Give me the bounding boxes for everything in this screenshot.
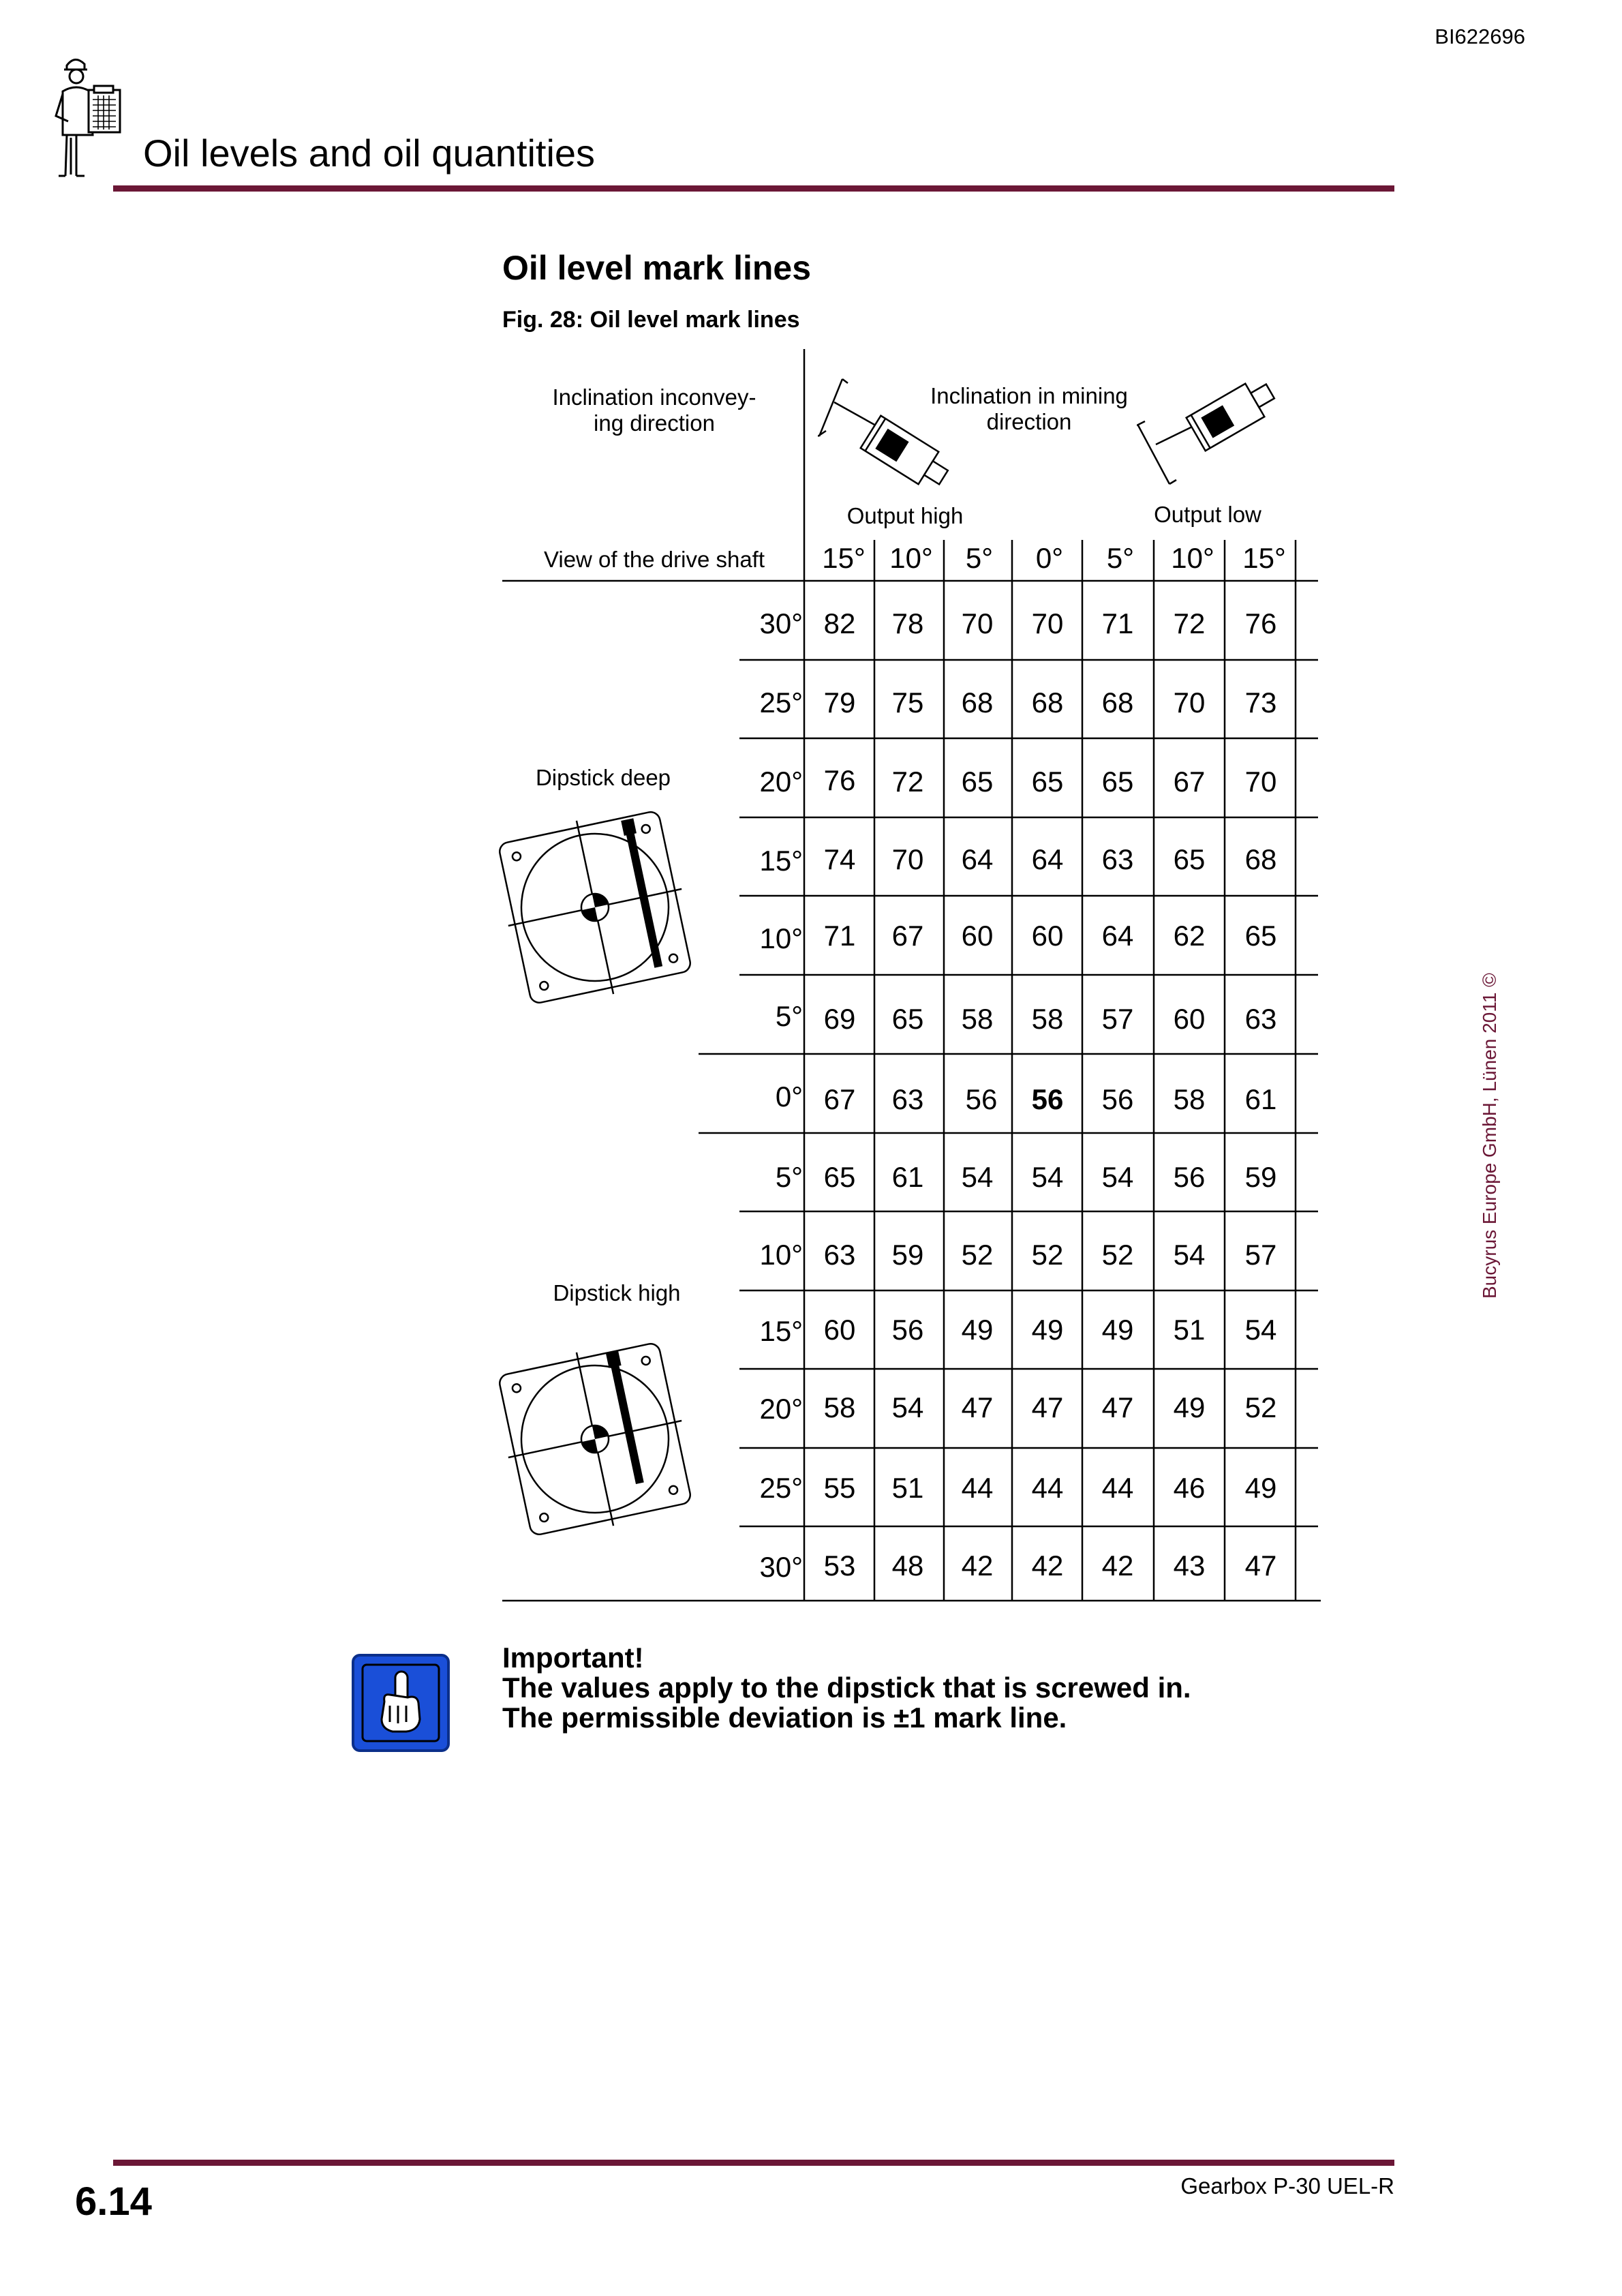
table-cell: 49 bbox=[1173, 1391, 1206, 1423]
table-cell: 64 bbox=[1031, 843, 1064, 875]
table-cell: 64 bbox=[1101, 920, 1134, 952]
table-cell: 65 bbox=[961, 766, 994, 798]
table-cell: 42 bbox=[1101, 1550, 1134, 1582]
table-cell: 68 bbox=[1031, 686, 1064, 719]
table-cell: 70 bbox=[1244, 766, 1277, 798]
table-cell: 57 bbox=[1101, 1003, 1134, 1035]
label-drive-shaft: View of the drive shaft bbox=[543, 547, 765, 572]
row-angle: 25° bbox=[759, 1472, 803, 1504]
table-cell: 82 bbox=[823, 607, 856, 639]
table-cell: 67 bbox=[823, 1083, 856, 1115]
table-cell: 56 bbox=[965, 1083, 998, 1115]
table-cell: 65 bbox=[1173, 843, 1206, 875]
table-cell: 46 bbox=[1173, 1472, 1206, 1504]
row-angle: 5° bbox=[775, 1161, 803, 1193]
table-cell: 49 bbox=[961, 1314, 994, 1346]
row-angle: 0° bbox=[775, 1081, 803, 1113]
table-cell: 54 bbox=[1244, 1314, 1277, 1346]
table-cell: 54 bbox=[1101, 1161, 1134, 1193]
table-cell: 44 bbox=[1031, 1472, 1064, 1504]
table-cell: 61 bbox=[891, 1161, 924, 1193]
table-cell: 57 bbox=[1244, 1239, 1277, 1271]
table-cell: 60 bbox=[1173, 1003, 1206, 1035]
column-header: 5° bbox=[1106, 542, 1135, 574]
table-cell: 75 bbox=[891, 686, 924, 719]
table-cell: 73 bbox=[1244, 686, 1277, 719]
row-angle: 25° bbox=[759, 686, 803, 719]
copyright-notice: Bucyrus Europe GmbH, Lünen 2011 © bbox=[1479, 973, 1500, 1299]
table-cell: 58 bbox=[1031, 1003, 1064, 1035]
figure-caption: Fig. 28: Oil level mark lines bbox=[502, 307, 800, 333]
table-cell: 68 bbox=[961, 686, 994, 719]
table-cell: 55 bbox=[823, 1472, 856, 1504]
table-cell: 54 bbox=[961, 1161, 994, 1193]
table-cell: 56 bbox=[1173, 1161, 1206, 1193]
table-cell: 68 bbox=[1244, 843, 1277, 875]
table-cell: 72 bbox=[891, 766, 924, 798]
column-header: 15° bbox=[1242, 542, 1286, 574]
table-cell: 70 bbox=[1173, 686, 1206, 719]
table-cell: 54 bbox=[1031, 1161, 1064, 1193]
column-header: 15° bbox=[822, 542, 866, 574]
table-cell: 65 bbox=[1031, 766, 1064, 798]
table-cell: 52 bbox=[961, 1239, 994, 1271]
table-cell: 71 bbox=[1101, 607, 1134, 639]
column-header: 0° bbox=[1035, 542, 1064, 574]
table-cell: 56 bbox=[891, 1314, 924, 1346]
row-angle: 15° bbox=[759, 845, 803, 877]
gearbox-output-low-icon bbox=[1137, 369, 1294, 489]
important-title: Important! bbox=[502, 1642, 644, 1674]
table-cell: 70 bbox=[961, 607, 994, 639]
label-inclination-conveying: Inclination inconvey- ing direction bbox=[552, 384, 756, 436]
table-cell: 63 bbox=[891, 1083, 924, 1115]
table-cell: 65 bbox=[891, 1003, 924, 1035]
important-text-line2: The permissible deviation is ±1 mark line. bbox=[502, 1702, 1067, 1734]
table-cell: 44 bbox=[961, 1472, 994, 1504]
table-cell: 47 bbox=[961, 1391, 994, 1423]
table-cell: 54 bbox=[1173, 1239, 1206, 1271]
row-angle: 5° bbox=[775, 1000, 803, 1032]
table-cell: 47 bbox=[1244, 1550, 1277, 1582]
table-cell: 76 bbox=[1244, 607, 1277, 639]
table-cell: 74 bbox=[823, 843, 856, 875]
table-cell: 42 bbox=[961, 1550, 994, 1582]
table-cell: 72 bbox=[1173, 607, 1206, 639]
dipstick-high-diagram bbox=[496, 1340, 694, 1538]
table-cell: 60 bbox=[823, 1314, 856, 1346]
table-cell: 52 bbox=[1101, 1239, 1134, 1271]
table-cell: 65 bbox=[1244, 920, 1277, 952]
dipstick-deep-diagram bbox=[496, 809, 694, 1006]
label-inclination-mining: Inclination in mining direction bbox=[930, 383, 1128, 434]
document-id: BI622696 bbox=[1435, 25, 1525, 48]
table-cell: 47 bbox=[1031, 1391, 1064, 1423]
table-cell: 71 bbox=[823, 920, 856, 952]
table-cell: 63 bbox=[823, 1239, 856, 1271]
table-cell: 64 bbox=[961, 843, 994, 875]
table-cell: 51 bbox=[1173, 1314, 1206, 1346]
table-cell: 69 bbox=[823, 1003, 856, 1035]
table-cell: 60 bbox=[961, 920, 994, 952]
table-cell: 79 bbox=[823, 686, 856, 719]
footer-product-name: Gearbox P-30 UEL-R bbox=[1180, 2173, 1394, 2199]
table-cell: 51 bbox=[891, 1472, 924, 1504]
row-angle: 15° bbox=[759, 1315, 803, 1347]
footer-rule bbox=[113, 2160, 1394, 2166]
table-cell: 63 bbox=[1244, 1003, 1277, 1035]
page-number: 6.14 bbox=[75, 2179, 152, 2224]
table-cell: 62 bbox=[1173, 920, 1206, 952]
table-cell: 65 bbox=[1101, 766, 1134, 798]
table-cell: 68 bbox=[1101, 686, 1134, 719]
label-dipstick-high: Dipstick high bbox=[553, 1280, 681, 1305]
table-cell: 65 bbox=[823, 1161, 856, 1193]
row-angle: 10° bbox=[759, 922, 803, 954]
table-cell: 59 bbox=[1244, 1161, 1277, 1193]
table-cell: 70 bbox=[1031, 607, 1064, 639]
pointing-hand-icon bbox=[352, 1654, 450, 1752]
table-cell: 44 bbox=[1101, 1472, 1134, 1504]
table-cell: 53 bbox=[823, 1550, 856, 1582]
row-angle: 30° bbox=[759, 607, 803, 639]
table-cell: 49 bbox=[1244, 1472, 1277, 1504]
table-cell: 67 bbox=[891, 920, 924, 952]
table-cell: 49 bbox=[1101, 1314, 1134, 1346]
table-cell: 56 bbox=[1101, 1083, 1134, 1115]
important-text-line1: The values apply to the dipstick that is screwed in. bbox=[502, 1672, 1191, 1704]
page-title: Oil levels and oil quantities bbox=[143, 132, 596, 175]
row-angle: 20° bbox=[759, 766, 803, 798]
label-dipstick-deep: Dipstick deep bbox=[535, 765, 671, 790]
table-cell: 76 bbox=[823, 764, 856, 796]
table-cell: 61 bbox=[1244, 1083, 1277, 1115]
column-header: 5° bbox=[965, 542, 994, 574]
row-angle: 30° bbox=[759, 1551, 803, 1583]
table-cell: 54 bbox=[891, 1391, 924, 1423]
section-heading: Oil level mark lines bbox=[502, 249, 812, 287]
row-angle: 20° bbox=[759, 1393, 803, 1425]
table-cell: 78 bbox=[891, 607, 924, 639]
table-cell-reference: 56 bbox=[1031, 1083, 1064, 1115]
table-cell: 47 bbox=[1101, 1391, 1134, 1423]
table-cell: 43 bbox=[1173, 1550, 1206, 1582]
table-cell: 59 bbox=[891, 1239, 924, 1271]
label-output-low: Output low bbox=[1154, 502, 1261, 527]
table-cell: 52 bbox=[1244, 1391, 1277, 1423]
label-output-high: Output high bbox=[846, 503, 964, 528]
table-cell: 42 bbox=[1031, 1550, 1064, 1582]
table-cell: 63 bbox=[1101, 843, 1134, 875]
table-cell: 49 bbox=[1031, 1314, 1064, 1346]
table-cell: 58 bbox=[961, 1003, 994, 1035]
row-angle: 10° bbox=[759, 1239, 803, 1271]
table-cell: 58 bbox=[823, 1391, 856, 1423]
table-cell: 48 bbox=[891, 1550, 924, 1582]
table-cell: 70 bbox=[891, 843, 924, 875]
table-cell: 60 bbox=[1031, 920, 1064, 952]
table-cell: 52 bbox=[1031, 1239, 1064, 1271]
table-cell: 67 bbox=[1173, 766, 1206, 798]
column-header: 10° bbox=[889, 542, 933, 574]
table-cell: 58 bbox=[1173, 1083, 1206, 1115]
column-header: 10° bbox=[1171, 542, 1214, 574]
